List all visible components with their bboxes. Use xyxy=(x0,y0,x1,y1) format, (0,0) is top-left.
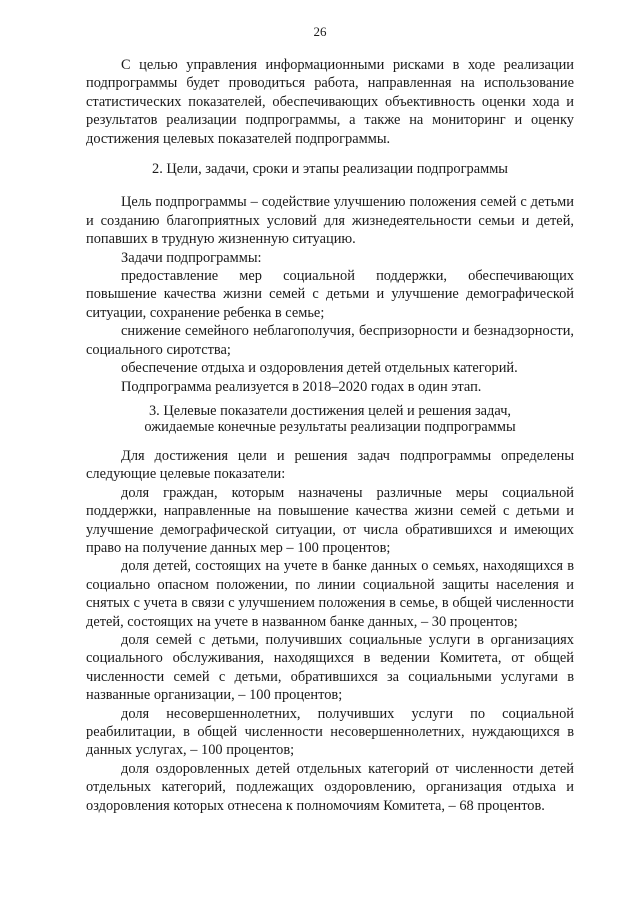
section-3-paragraph: доля детей, состоящих на учете в банке данных о семьях, находящихся в социально опасном положении, по линии социальной защиты населения и снятых с учета в связи с улучшением положения в семье, в общей численности детей, состоящих на учете в названном банке данных, – 30 процентов; xyxy=(86,558,574,630)
section-3-paragraph: доля несовершеннолетних, получивших услуги по социальной реабилитации, в общей численности несовершеннолетних, нуждающихся в данных услугах, – 100 процентов; xyxy=(86,705,574,759)
section-3-heading-line-2: ожидаемые конечные результаты реализации подпрограммы xyxy=(144,418,516,435)
section-2-paragraph: Задачи подпрограммы: xyxy=(121,249,262,266)
section-2-paragraph: Цель подпрограммы – содействие улучшению положения семей с детьми и созданию благоприятных условий для жизнедеятельности семьи и детей, попавших в трудную жизненную ситуацию. xyxy=(86,194,574,248)
section-3-paragraph: доля граждан, которым назначены различные меры социальной поддержки, направленные на повышение качества жизни семей с детьми и улучшение демографической ситуации, от числа обратившихся и имеющих право на получение данных мер – 100 процентов; xyxy=(86,484,574,556)
section-2-paragraph: предоставление мер социальной поддержки, обеспечивающих повышение качества жизни семей с детьми и улучшение демографической ситуации, сохранение ребенка в семье; xyxy=(86,268,574,321)
section-3-heading xyxy=(86,403,574,435)
section-3-heading-line-1: 3. Целевые показатели достижения целей и решения задач, xyxy=(148,402,512,419)
section-3-paragraph: Для достижения цели и решения задач подпрограммы определены следующие целевые показатели: xyxy=(86,447,574,483)
section-2-paragraph: снижение семейного неблагополучия, беспризорности и безнадзорности, социального сиротства; xyxy=(86,323,574,358)
section-2-paragraph: Подпрограмма реализуется в 2018–2020 годах в один этап. xyxy=(121,378,482,395)
intro-paragraph: С целью управления информационными рисками в ходе реализации подпрограммы будет проводиться работа, направленная на использование статистических показателей, обеспечивающих объективность оценки хода и результатов реализации подпрограммы, а также на мониторинг и оценку достижения целевых показателей подпрограммы. xyxy=(86,57,574,147)
section-3-paragraph: доля оздоровленных детей отдельных категорий от численности детей отдельных категорий, подлежащих оздоровлению, организация отдыха и оздоровления которых отнесена к полномочиям Комитета, – 68 процентов. xyxy=(86,760,574,814)
section-2-heading: 2. Цели, задачи, сроки и этапы реализации подпрограммы xyxy=(152,161,508,178)
section-2-paragraph: обеспечение отдыха и оздоровления детей отдельных категорий. xyxy=(121,360,518,377)
section-3-paragraph: доля семей с детьми, получивших социальные услуги в организациях социального обслуживания, находящихся в ведении Комитета, от общей численности семей с детьми, обратившихся за социальными услугами в названные организации, – 100 процентов; xyxy=(86,631,574,704)
page-number: 26 xyxy=(313,24,327,39)
document-body xyxy=(86,56,574,815)
